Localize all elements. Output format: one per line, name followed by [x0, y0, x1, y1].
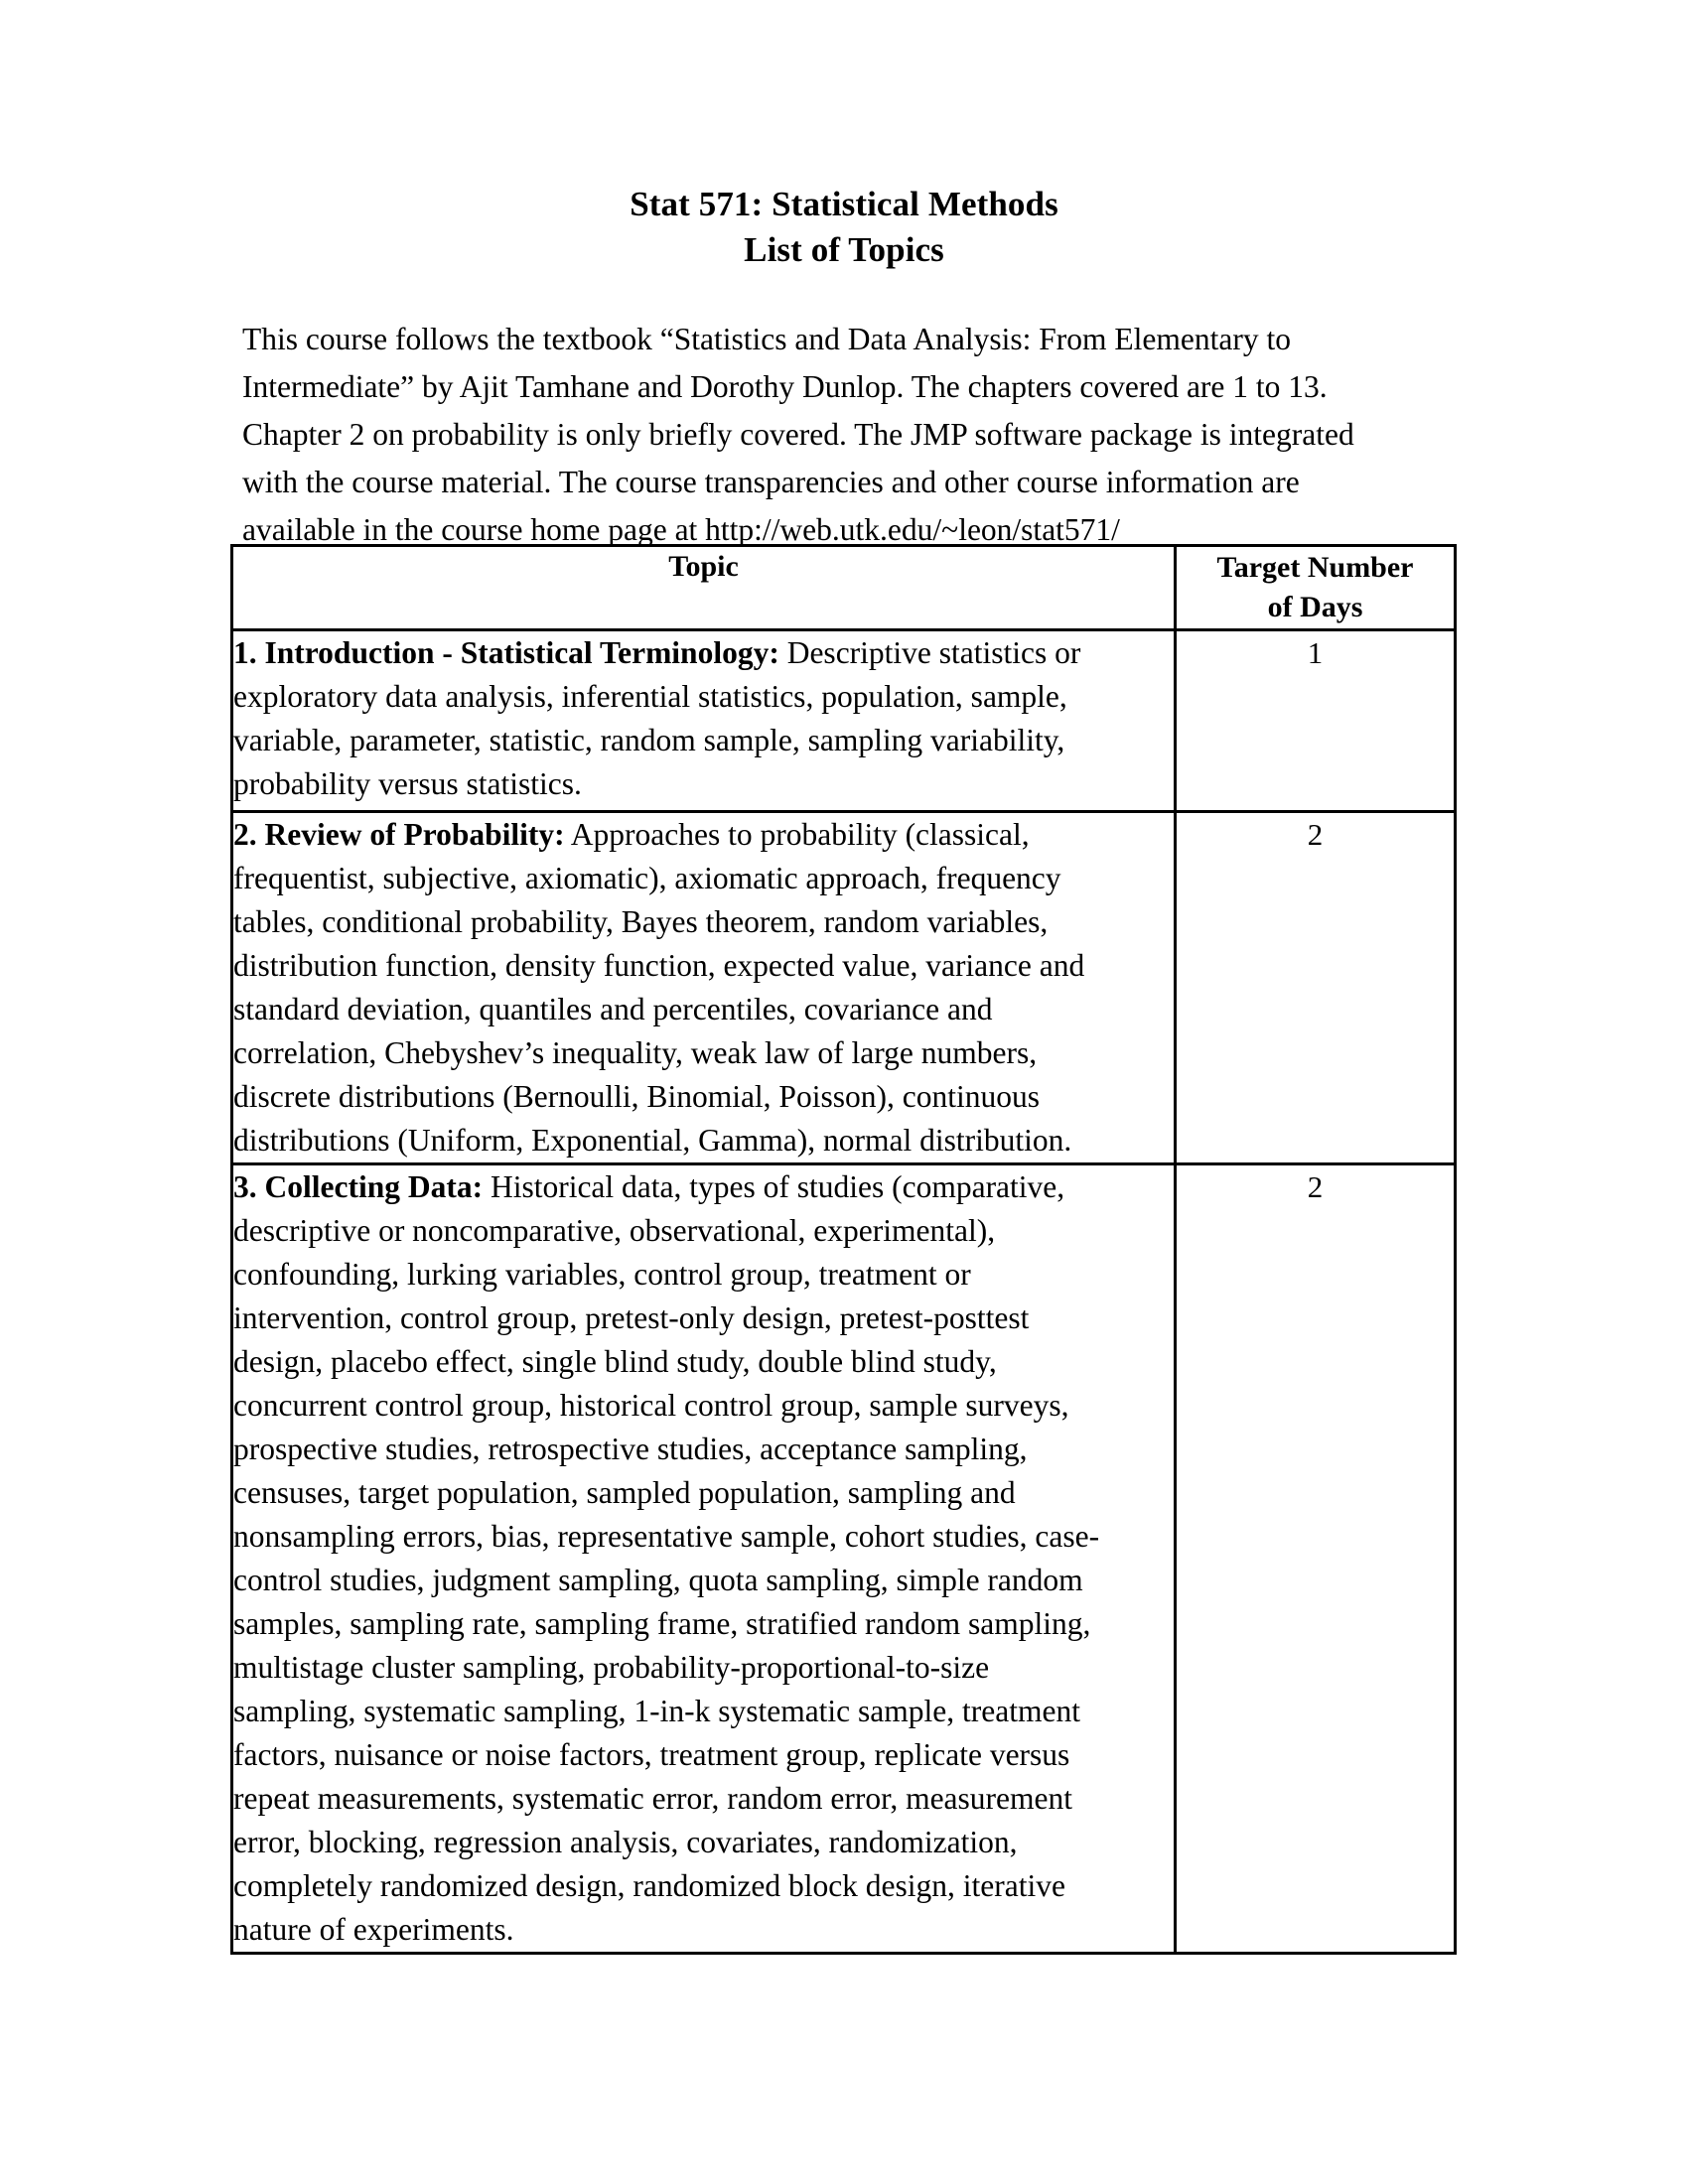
intro-line-url: available in the course home page at http://web.utk.edu/~leon/stat571/ [242, 512, 1120, 547]
topic-line: discrete distributions (Bernoulli, Binomial, Poisson), continuous [233, 1079, 1040, 1114]
intro-line: Intermediate” by Ajit Tamhane and Dorothy Dunlop. The chapters covered are 1 to 13. [242, 369, 1328, 404]
topic-line: exploratory data analysis, inferential statistics, population, sample, [233, 679, 1067, 714]
column-header-target-days-line2: of Days [1267, 591, 1363, 623]
topic-lead-rest: Descriptive statistics or [778, 635, 1081, 670]
column-header-topic [232, 546, 1176, 630]
topic-line: prospective studies, retrospective studies, acceptance sampling, [233, 1432, 1028, 1466]
topic-line: distribution function, density function, expected value, variance and [233, 948, 1085, 983]
intro-paragraph [242, 316, 1412, 554]
column-header-target-days-line1: Target Number [1216, 551, 1414, 584]
topic-line [233, 631, 1174, 675]
topic-line: design, placebo effect, single blind study, double blind study, [233, 1344, 997, 1379]
topic-line: correlation, Chebyshev’s inequality, weak law of large numbers, [233, 1035, 1038, 1070]
topic-cell [232, 812, 1176, 1164]
topic-line: multistage cluster sampling, probability-proportional-to-size [233, 1650, 990, 1685]
topic-line: frequentist, subjective, axiomatic), axiomatic approach, frequency [233, 861, 1061, 895]
topic-line: repeat measurements, systematic error, random error, measurement [233, 1781, 1072, 1816]
intro-line: Chapter 2 on probability is only briefly covered. The JMP software package is integrated [242, 417, 1354, 452]
page-title [0, 182, 1688, 273]
topic-lead-rest: Historical data, types of studies (comparative, [483, 1169, 1065, 1204]
topic-line: intervention, control group, pretest-only design, pretest-posttest [233, 1300, 1030, 1335]
topic-line [233, 1165, 1174, 1209]
table-row [232, 812, 1456, 1164]
column-header-target-days [1176, 546, 1456, 630]
topic-line: completely randomized design, randomized block design, iterative [233, 1868, 1065, 1903]
topic-line: nonsampling errors, bias, representative sample, cohort studies, case- [233, 1519, 1100, 1554]
topic-line: tables, conditional probability, Bayes theorem, random variables, [233, 904, 1049, 939]
topics-table [230, 544, 1457, 1955]
topic-line: censuses, target population, sampled population, sampling and [233, 1475, 1016, 1510]
topic-line: sampling, systematic sampling, 1-in-k systematic sample, treatment [233, 1694, 1080, 1728]
topic-lead-rest: Approaches to probability (classical, [564, 817, 1030, 852]
topic-line: concurrent control group, historical control group, sample surveys, [233, 1388, 1069, 1423]
target-days-cell: 1 [1176, 630, 1456, 812]
topic-line: factors, nuisance or noise factors, treatment group, replicate versus [233, 1737, 1070, 1772]
topic-cell [232, 630, 1176, 812]
target-days-cell: 2 [1176, 812, 1456, 1164]
topic-line: descriptive or noncomparative, observational, experimental), [233, 1213, 996, 1248]
topic-lead: 2. Review of Probability: [233, 817, 565, 852]
title-line-1: Stat 571: Statistical Methods [630, 185, 1058, 223]
topic-line: nature of experiments. [233, 1912, 514, 1947]
topic-cell [232, 1164, 1176, 1954]
topic-line: samples, sampling rate, sampling frame, stratified random sampling, [233, 1606, 1091, 1641]
column-header-target-days-wrap [1177, 547, 1454, 627]
intro-line: This course follows the textbook “Statistics and Data Analysis: From Elementary to [242, 322, 1291, 356]
topic-line: distributions (Uniform, Exponential, Gamma), normal distribution. [233, 1123, 1072, 1158]
title-line-2: List of Topics [744, 230, 944, 269]
topic-line: standard deviation, quantiles and percentiles, covariance and [233, 992, 993, 1026]
table-header-row [232, 546, 1456, 630]
topic-line: variable, parameter, statistic, random sample, sampling variability, [233, 723, 1065, 757]
target-days-cell: 2 [1176, 1164, 1456, 1954]
intro-line: with the course material. The course transparencies and other course information are [242, 465, 1300, 499]
topic-line: probability versus statistics. [233, 766, 582, 801]
table-row [232, 630, 1456, 812]
topic-line: control studies, judgment sampling, quota sampling, simple random [233, 1563, 1083, 1597]
topic-lead: 1. Introduction - Statistical Terminology: [233, 635, 779, 670]
topic-line: confounding, lurking variables, control group, treatment or [233, 1257, 971, 1292]
topic-line: error, blocking, regression analysis, covariates, randomization, [233, 1825, 1018, 1859]
topic-lead: 3. Collecting Data: [233, 1169, 484, 1204]
column-header-topic-label: Topic [668, 550, 739, 583]
topic-line [233, 813, 1174, 857]
table-row [232, 1164, 1456, 1954]
